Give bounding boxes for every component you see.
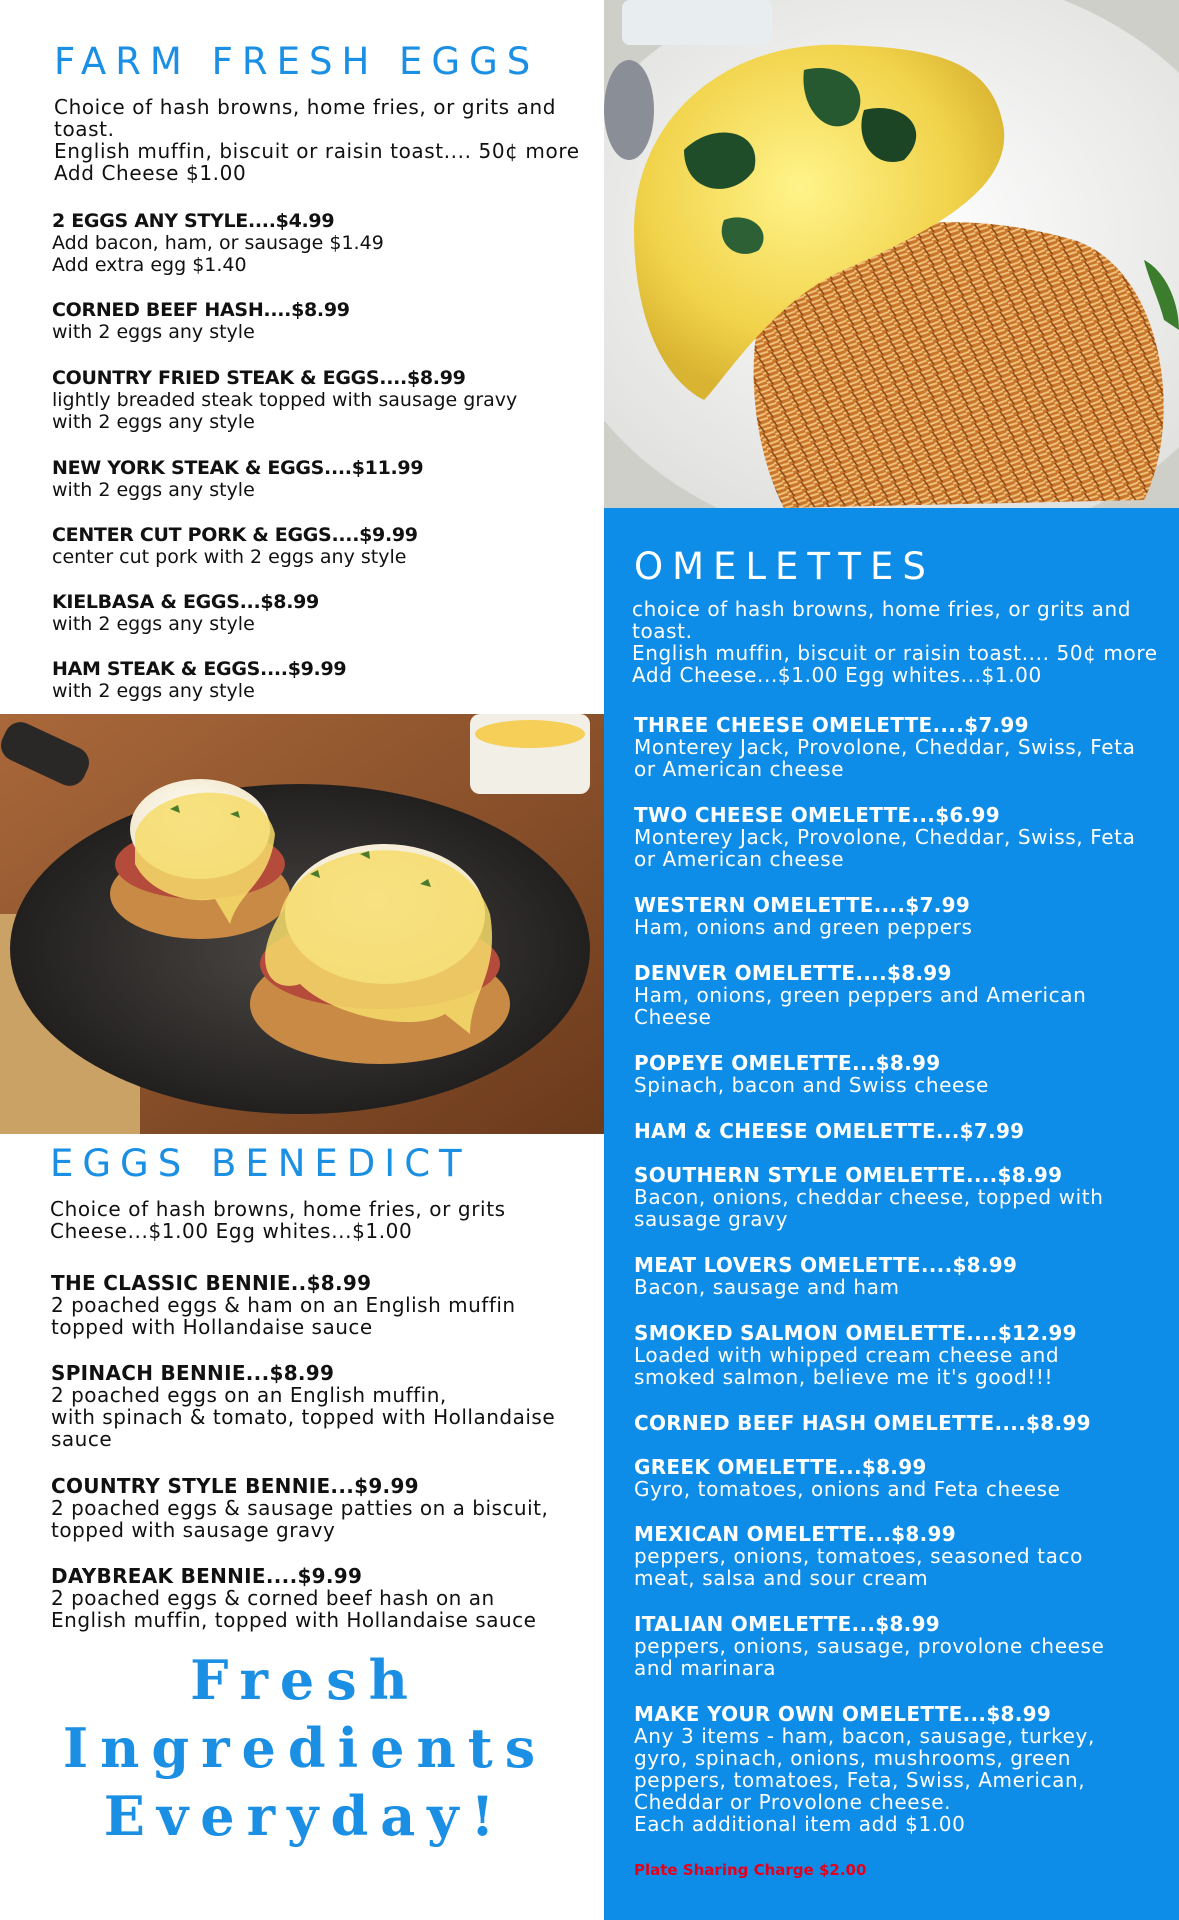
menu-item-name: MAKE YOUR OWN OMELETTE...$8.99 — [634, 1702, 1052, 1726]
farm-fresh-eggs-section — [0, 0, 604, 714]
menu-item — [52, 524, 418, 568]
menu-item-desc: 2 poached eggs & ham on an English muffin topped with Hollandaise sauce — [51, 1293, 516, 1339]
menu-item — [634, 1322, 1077, 1388]
menu-item-name: 2 EGGS ANY STYLE....$4.99 — [52, 210, 335, 232]
omelet-hashbrown-photo — [604, 0, 1179, 508]
menu-item-name: DAYBREAK BENNIE....$9.99 — [51, 1564, 363, 1588]
menu-item-desc: Bacon, sausage and ham — [634, 1275, 900, 1299]
slogan — [40, 1646, 570, 1850]
menu-item — [634, 962, 1086, 1028]
menu-item — [634, 1456, 1061, 1500]
menu-item-desc: Ham, onions and green peppers — [634, 915, 973, 939]
menu-item-desc: Loaded with whipped cream cheese and smoked salmon, believe me it's good!!! — [634, 1343, 1060, 1389]
plate-sharing-charge: Plate Sharing Charge $2.00 — [634, 1861, 867, 1879]
menu-item — [634, 1052, 989, 1096]
menu-item-desc: Any 3 items - ham, bacon, sausage, turkey, gyro, spinach, onions, mushrooms, green peppers, tomatoes, Feta, Swiss, American, Cheddar or Provolone cheese. Each additional item add $1.00 — [634, 1724, 1095, 1836]
menu-item-name: POPEYE OMELETTE...$8.99 — [634, 1051, 941, 1075]
menu-item-name: COUNTRY FRIED STEAK & EGGS....$8.99 — [52, 367, 466, 389]
menu-item — [634, 1523, 1083, 1589]
menu-item-name: WESTERN OMELETTE....$7.99 — [634, 893, 971, 917]
menu-item — [52, 658, 346, 702]
menu-item-name: HAM & CHEESE OMELETTE...$7.99 — [634, 1119, 1025, 1143]
slogan-line: Ingredients — [62, 1716, 548, 1780]
slogan-line: Everyday! — [103, 1784, 507, 1848]
menu-item-desc: Add bacon, ham, or sausage $1.49 Add extra egg $1.40 — [52, 232, 384, 276]
menu-item — [634, 1613, 1104, 1679]
menu-item — [52, 591, 319, 635]
slogan-line: Fresh — [190, 1648, 420, 1712]
menu-item-desc: peppers, onions, tomatoes, seasoned taco meat, salsa and sour cream — [634, 1544, 1083, 1590]
menu-item-desc: peppers, onions, sausage, provolone cheese and marinara — [634, 1634, 1105, 1680]
menu-item-name: KIELBASA & EGGS...$8.99 — [52, 591, 319, 613]
menu-item-desc: 2 poached eggs on an English muffin, with spinach & tomato, topped with Hollandaise sauce — [51, 1383, 556, 1451]
menu-item — [51, 1475, 548, 1541]
section-intro: Choice of hash browns, home fries, or grits and toast. English muffin, biscuit or raisin toast.... 50¢ more Add Cheese $1.00 — [54, 95, 580, 185]
menu-item — [634, 1412, 1091, 1434]
menu-item-desc: Monterey Jack, Provolone, Cheddar, Swiss, Feta or American cheese — [634, 825, 1136, 871]
eggs-benedict-photo — [0, 714, 606, 1134]
menu-item — [52, 457, 423, 501]
section-intro: Choice of hash browns, home fries, or grits Cheese...$1.00 Egg whites...$1.00 — [50, 1197, 506, 1243]
omelettes-section — [604, 508, 1179, 1920]
menu-item-desc: Spinach, bacon and Swiss cheese — [634, 1073, 989, 1097]
menu-item-desc: with 2 eggs any style — [52, 613, 255, 635]
menu-item — [51, 1362, 555, 1450]
section-title: FARM FRESH EGGS — [54, 40, 540, 83]
section-title: OMELETTES — [634, 545, 935, 588]
menu-item-name: NEW YORK STEAK & EGGS....$11.99 — [52, 457, 424, 479]
menu-item-name: ITALIAN OMELETTE...$8.99 — [634, 1612, 941, 1636]
menu-item-name: THREE CHEESE OMELETTE....$7.99 — [634, 713, 1029, 737]
menu-item — [634, 804, 1135, 870]
menu-item-name: MEAT LOVERS OMELETTE....$8.99 — [634, 1253, 1018, 1277]
menu-item — [52, 367, 517, 433]
menu-item-desc: Bacon, onions, cheddar cheese, topped with sausage gravy — [634, 1185, 1104, 1231]
menu-item — [52, 210, 384, 276]
menu-item-name: MEXICAN OMELETTE...$8.99 — [634, 1522, 956, 1546]
menu-item-desc: center cut pork with 2 eggs any style — [52, 546, 407, 568]
section-intro: choice of hash browns, home fries, or grits and toast. English muffin, biscuit or raisin toast.... 50¢ more Add Cheese...$1.00 Egg whites...$1.00 — [632, 597, 1158, 687]
section-title: EGGS BENEDICT — [50, 1142, 471, 1185]
menu-item-name: SMOKED SALMON OMELETTE....$12.99 — [634, 1321, 1077, 1345]
menu-item-name: CENTER CUT PORK & EGGS....$9.99 — [52, 524, 418, 546]
menu-item-desc: Gyro, tomatoes, onions and Feta cheese — [634, 1477, 1061, 1501]
menu-item-name: COUNTRY STYLE BENNIE...$9.99 — [51, 1474, 419, 1498]
menu-item-name: DENVER OMELETTE....$8.99 — [634, 961, 952, 985]
menu-item — [634, 714, 1135, 780]
menu-item-desc: with 2 eggs any style — [52, 321, 255, 343]
menu-item — [52, 299, 350, 343]
menu-item-name: CORNED BEEF HASH....$8.99 — [52, 299, 350, 321]
menu-item-name: HAM STEAK & EGGS....$9.99 — [52, 658, 347, 680]
menu-item-name: THE CLASSIC BENNIE..$8.99 — [51, 1271, 372, 1295]
menu-item-desc: with 2 eggs any style — [52, 479, 255, 501]
menu-item-name: CORNED BEEF HASH OMELETTE....$8.99 — [634, 1411, 1091, 1435]
menu-item-desc: Ham, onions, green peppers and American Cheese — [634, 983, 1087, 1029]
menu-item — [634, 1120, 1024, 1142]
menu-item — [51, 1565, 536, 1631]
menu-item-name: SOUTHERN STYLE OMELETTE....$8.99 — [634, 1163, 1063, 1187]
menu-item-desc: 2 poached eggs & sausage patties on a biscuit, topped with sausage gravy — [51, 1496, 549, 1542]
menu-item — [634, 894, 973, 938]
menu-item-desc: with 2 eggs any style — [52, 680, 255, 702]
menu-item — [634, 1254, 1017, 1298]
menu-item-name: SPINACH BENNIE...$8.99 — [51, 1361, 335, 1385]
menu-item-desc: lightly breaded steak topped with sausage gravy with 2 eggs any style — [52, 389, 518, 433]
menu-item-name: GREEK OMELETTE...$8.99 — [634, 1455, 927, 1479]
menu-item-name: TWO CHEESE OMELETTE...$6.99 — [634, 803, 1000, 827]
menu-item — [634, 1703, 1095, 1835]
menu-item — [634, 1164, 1104, 1230]
menu-item-desc: Monterey Jack, Provolone, Cheddar, Swiss, Feta or American cheese — [634, 735, 1136, 781]
menu-item — [51, 1272, 516, 1338]
menu-item-desc: 2 poached eggs & corned beef hash on an English muffin, topped with Hollandaise sauce — [51, 1586, 537, 1632]
